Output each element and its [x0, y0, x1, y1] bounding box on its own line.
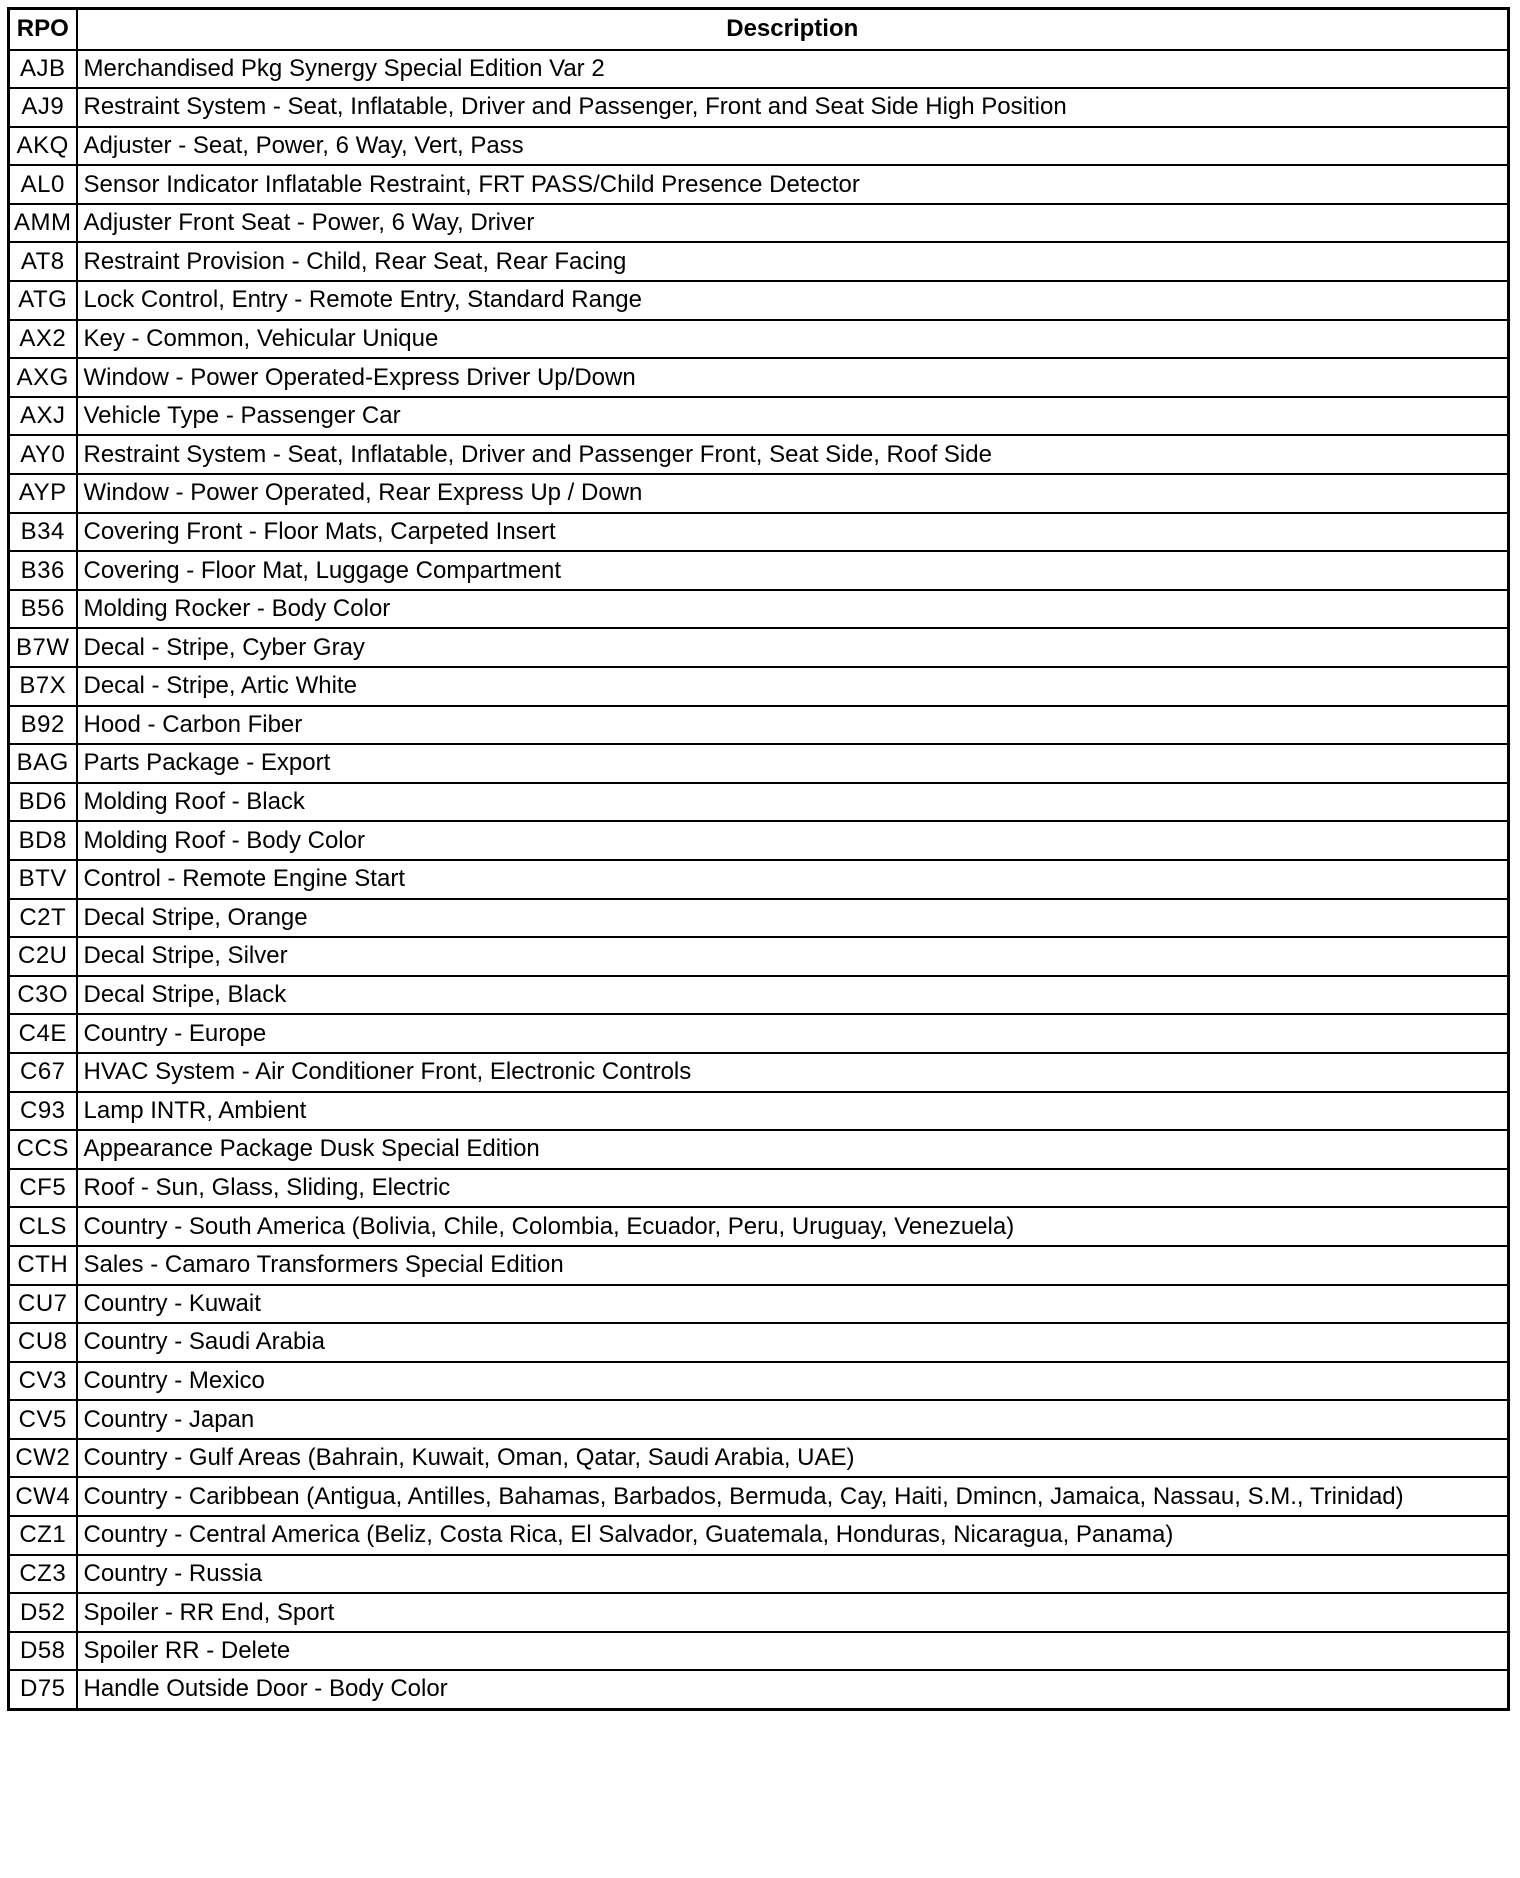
table-row: [9, 1014, 1509, 1053]
rpo-code-cell: CZ1: [9, 1516, 77, 1555]
table-row: [9, 744, 1509, 783]
rpo-code-cell: CTH: [9, 1246, 77, 1285]
table-row: [9, 88, 1509, 127]
description-cell: Restraint Provision - Child, Rear Seat, Rear Facing: [77, 242, 1509, 281]
rpo-code-cell: AX2: [9, 320, 77, 359]
description-cell: Adjuster - Seat, Power, 6 Way, Vert, Pass: [77, 127, 1509, 166]
description-cell: Vehicle Type - Passenger Car: [77, 397, 1509, 436]
rpo-code-cell: AMM: [9, 204, 77, 243]
table-row: [9, 551, 1509, 590]
description-cell: Control - Remote Engine Start: [77, 860, 1509, 899]
table-row: [9, 281, 1509, 320]
table-row: [9, 1439, 1509, 1478]
rpo-code-cell: CU8: [9, 1323, 77, 1362]
table-row: [9, 1207, 1509, 1246]
description-cell: Country - Saudi Arabia: [77, 1323, 1509, 1362]
rpo-code-cell: AJB: [9, 50, 77, 89]
description-cell: Country - Russia: [77, 1555, 1509, 1594]
rpo-code-cell: ATG: [9, 281, 77, 320]
rpo-code-cell: CZ3: [9, 1555, 77, 1594]
rpo-code-cell: BD6: [9, 783, 77, 822]
description-cell: Decal Stripe, Orange: [77, 899, 1509, 938]
description-cell: Merchandised Pkg Synergy Special Edition Var 2: [77, 50, 1509, 89]
table-row: [9, 1285, 1509, 1324]
rpo-code-cell: CW2: [9, 1439, 77, 1478]
table-row: [9, 1092, 1509, 1131]
description-cell: Window - Power Operated-Express Driver Up/Down: [77, 358, 1509, 397]
table-row: [9, 1477, 1509, 1516]
rpo-code-cell: C3O: [9, 976, 77, 1015]
table-row: [9, 1400, 1509, 1439]
description-cell: Country - Kuwait: [77, 1285, 1509, 1324]
table-row: [9, 899, 1509, 938]
table-row: [9, 937, 1509, 976]
rpo-table: [7, 7, 1510, 1711]
rpo-code-cell: C2T: [9, 899, 77, 938]
rpo-code-cell: BAG: [9, 744, 77, 783]
rpo-code-cell: AKQ: [9, 127, 77, 166]
rpo-code-cell: B56: [9, 590, 77, 629]
description-cell: Lamp INTR, Ambient: [77, 1092, 1509, 1131]
rpo-code-cell: CV5: [9, 1400, 77, 1439]
table-row: [9, 165, 1509, 204]
rpo-code-cell: AT8: [9, 242, 77, 281]
description-cell: Key - Common, Vehicular Unique: [77, 320, 1509, 359]
table-row: [9, 1246, 1509, 1285]
description-cell: Parts Package - Export: [77, 744, 1509, 783]
description-cell: Spoiler RR - Delete: [77, 1632, 1509, 1671]
description-cell: Country - South America (Bolivia, Chile, Colombia, Ecuador, Peru, Uruguay, Venezuela): [77, 1207, 1509, 1246]
table-row: [9, 358, 1509, 397]
description-cell: Country - Caribbean (Antigua, Antilles, Bahamas, Barbados, Bermuda, Cay, Haiti, Dmincn, Jamaica, Nassau, S.M., Trinidad): [77, 1477, 1509, 1516]
table-body: [9, 50, 1509, 1710]
rpo-code-cell: AXG: [9, 358, 77, 397]
description-cell: Decal Stripe, Black: [77, 976, 1509, 1015]
description-cell: Window - Power Operated, Rear Express Up / Down: [77, 474, 1509, 513]
rpo-column-header: RPO: [9, 9, 77, 50]
description-cell: Country - Japan: [77, 1400, 1509, 1439]
table-row: [9, 1516, 1509, 1555]
description-cell: Molding Roof - Body Color: [77, 821, 1509, 860]
rpo-code-cell: CU7: [9, 1285, 77, 1324]
description-cell: Molding Roof - Black: [77, 783, 1509, 822]
rpo-code-cell: B92: [9, 706, 77, 745]
table-header: [9, 9, 1509, 50]
rpo-code-cell: CCS: [9, 1130, 77, 1169]
rpo-code-cell: C2U: [9, 937, 77, 976]
description-cell: Spoiler - RR End, Sport: [77, 1593, 1509, 1632]
table-row: [9, 1323, 1509, 1362]
description-cell: Country - Gulf Areas (Bahrain, Kuwait, Oman, Qatar, Saudi Arabia, UAE): [77, 1439, 1509, 1478]
description-cell: Appearance Package Dusk Special Edition: [77, 1130, 1509, 1169]
table-row: [9, 1053, 1509, 1092]
description-cell: Hood - Carbon Fiber: [77, 706, 1509, 745]
rpo-code-cell: AY0: [9, 435, 77, 474]
rpo-code-cell: D52: [9, 1593, 77, 1632]
rpo-code-cell: BTV: [9, 860, 77, 899]
rpo-code-cell: C67: [9, 1053, 77, 1092]
description-cell: Adjuster Front Seat - Power, 6 Way, Driver: [77, 204, 1509, 243]
rpo-code-cell: B7X: [9, 667, 77, 706]
description-cell: Sales - Camaro Transformers Special Edition: [77, 1246, 1509, 1285]
header-row: [9, 9, 1509, 50]
description-cell: Decal Stripe, Silver: [77, 937, 1509, 976]
table-row: [9, 706, 1509, 745]
table-row: [9, 1593, 1509, 1632]
description-cell: Restraint System - Seat, Inflatable, Driver and Passenger Front, Seat Side, Roof Side: [77, 435, 1509, 474]
table-row: [9, 976, 1509, 1015]
description-cell: Restraint System - Seat, Inflatable, Driver and Passenger, Front and Seat Side High Position: [77, 88, 1509, 127]
description-cell: Decal - Stripe, Cyber Gray: [77, 628, 1509, 667]
table-row: [9, 1362, 1509, 1401]
rpo-code-cell: BD8: [9, 821, 77, 860]
description-cell: Country - Central America (Beliz, Costa Rica, El Salvador, Guatemala, Honduras, Nicaragua, Panama): [77, 1516, 1509, 1555]
table-row: [9, 320, 1509, 359]
table-row: [9, 50, 1509, 89]
table-row: [9, 1670, 1509, 1709]
description-cell: Lock Control, Entry - Remote Entry, Standard Range: [77, 281, 1509, 320]
rpo-code-cell: AYP: [9, 474, 77, 513]
description-column-header: Description: [77, 9, 1509, 50]
table-row: [9, 1169, 1509, 1208]
table-row: [9, 127, 1509, 166]
description-cell: Sensor Indicator Inflatable Restraint, FRT PASS/Child Presence Detector: [77, 165, 1509, 204]
table-row: [9, 783, 1509, 822]
table-row: [9, 1632, 1509, 1671]
table-row: [9, 667, 1509, 706]
rpo-code-cell: D58: [9, 1632, 77, 1671]
rpo-code-cell: B36: [9, 551, 77, 590]
table-row: [9, 860, 1509, 899]
rpo-code-cell: C93: [9, 1092, 77, 1131]
rpo-code-cell: CF5: [9, 1169, 77, 1208]
description-cell: Molding Rocker - Body Color: [77, 590, 1509, 629]
rpo-code-cell: CLS: [9, 1207, 77, 1246]
rpo-code-cell: B34: [9, 513, 77, 552]
table-row: [9, 242, 1509, 281]
rpo-code-cell: C4E: [9, 1014, 77, 1053]
description-cell: Country - Europe: [77, 1014, 1509, 1053]
table-row: [9, 590, 1509, 629]
description-cell: Decal - Stripe, Artic White: [77, 667, 1509, 706]
description-cell: HVAC System - Air Conditioner Front, Electronic Controls: [77, 1053, 1509, 1092]
table-row: [9, 821, 1509, 860]
rpo-code-cell: B7W: [9, 628, 77, 667]
table-row: [9, 397, 1509, 436]
description-cell: Covering - Floor Mat, Luggage Compartment: [77, 551, 1509, 590]
rpo-code-cell: CV3: [9, 1362, 77, 1401]
table-row: [9, 1555, 1509, 1594]
table-row: [9, 513, 1509, 552]
rpo-code-cell: AXJ: [9, 397, 77, 436]
description-cell: Country - Mexico: [77, 1362, 1509, 1401]
description-cell: Handle Outside Door - Body Color: [77, 1670, 1509, 1709]
description-cell: Covering Front - Floor Mats, Carpeted Insert: [77, 513, 1509, 552]
table-row: [9, 1130, 1509, 1169]
table-row: [9, 204, 1509, 243]
description-cell: Roof - Sun, Glass, Sliding, Electric: [77, 1169, 1509, 1208]
rpo-code-cell: AL0: [9, 165, 77, 204]
rpo-code-cell: CW4: [9, 1477, 77, 1516]
table-row: [9, 474, 1509, 513]
table-row: [9, 435, 1509, 474]
rpo-code-cell: D75: [9, 1670, 77, 1709]
table-row: [9, 628, 1509, 667]
rpo-code-cell: AJ9: [9, 88, 77, 127]
